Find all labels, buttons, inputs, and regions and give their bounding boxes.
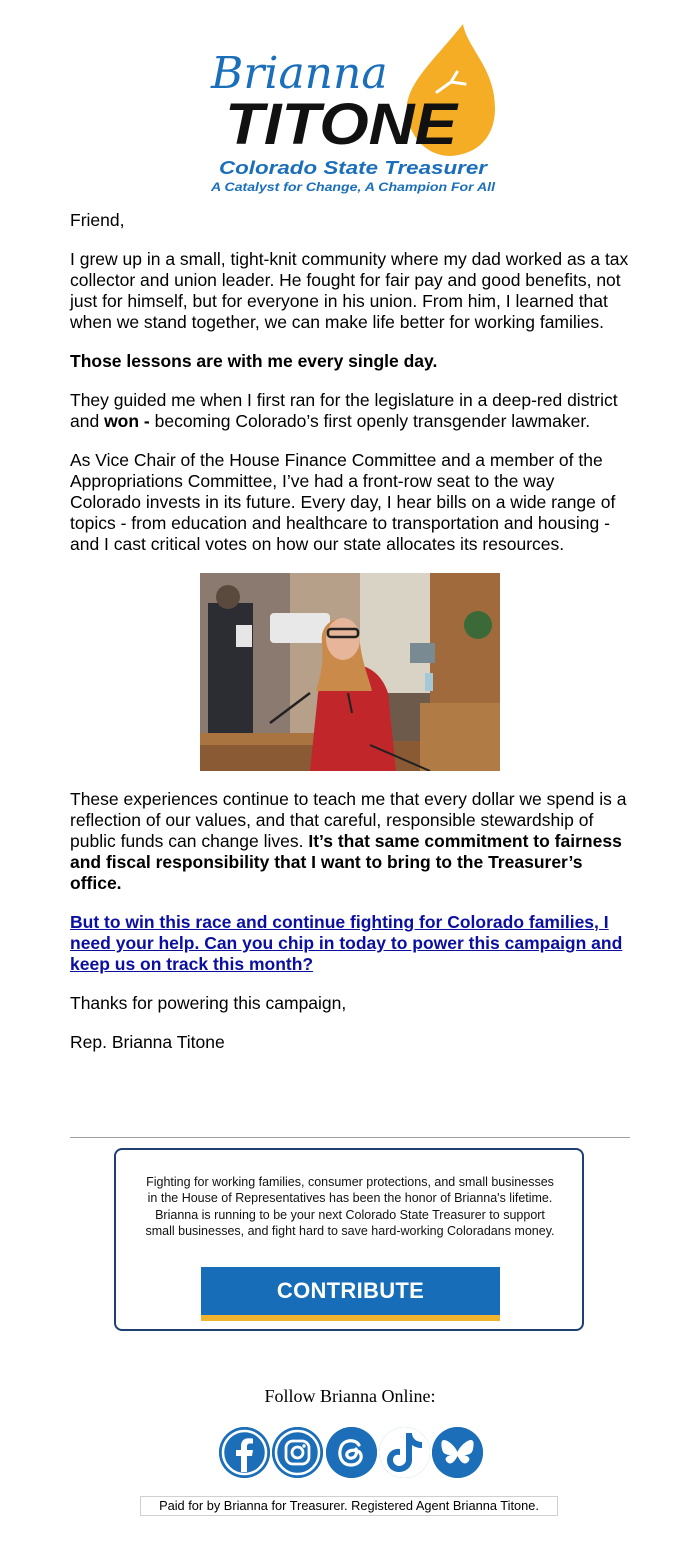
threads-link[interactable] (326, 1427, 377, 1478)
contribute-button[interactable]: CONTRIBUTE (201, 1267, 500, 1321)
greeting: Friend, (70, 210, 125, 230)
logo-first-name: Brianna (211, 48, 388, 99)
won-emphasis: won - (104, 411, 150, 431)
donate-link[interactable]: But to win this race and continue fighting for Colorado families, I need your help. Can you chip in today to power this campaign and keep us on track this month? (70, 912, 623, 974)
tiktok-link[interactable] (379, 1427, 430, 1478)
paragraph-legislature: They guided me when I first ran for the legislature in a deep-red district and won - becoming Colorado’s first openly transgender lawmaker. (70, 390, 618, 431)
campaign-logo (205, 20, 505, 200)
instagram-icon (272, 1427, 323, 1478)
signature: Rep. Brianna Titone (70, 1032, 225, 1052)
facebook-icon (219, 1427, 270, 1478)
thanks-line: Thanks for powering this campaign, (70, 993, 347, 1013)
paragraph-upbringing: I grew up in a small, tight-knit community where my dad worked as a tax collector and union leader. He fought for fair pay and good benefits, not just for himself, but for everyone in his union. From him, I learned that when we stand together, we can make life better for working families. (70, 249, 629, 332)
contribute-box-text: Fighting for working families, consumer protections, and small businesses in the House of Representatives has been the honor of Brianna's lifetime. Brianna is running to be your next Colorado State Treasurer to support small businesses, and fight hard to save hard-working Coloradans money. (145, 1175, 555, 1238)
bluesky-icon (432, 1427, 483, 1478)
paid-for-disclaimer: Paid for by Brianna for Treasurer. Registered Agent Brianna Titone. (140, 1496, 558, 1516)
instagram-link[interactable] (272, 1427, 323, 1478)
candidate-photo (200, 573, 500, 771)
divider (70, 1137, 630, 1138)
paragraph-lessons: Those lessons are with me every single day. (70, 351, 438, 371)
paragraph-finance-committee: As Vice Chair of the House Finance Committee and a member of the Appropriations Committee, I’ve had a front-row seat to the way Colorado invests in its future. Every day, I hear bills on a wide range of topics - from education and healthcare to transportation and housing - and I cast critical votes on how our state allocates its resources. (70, 450, 616, 554)
social-links (219, 1427, 483, 1481)
letter-body (70, 210, 630, 1071)
logo-office: Colorado State Treasurer (219, 158, 489, 178)
logo-last-name: TITONE (225, 92, 460, 157)
follow-label: Follow Brianna Online: (264, 1386, 436, 1406)
contribute-box (114, 1148, 584, 1331)
paragraph-commitment: These experiences continue to teach me that every dollar we spend is a reflection of our values, and that careful, responsible stewardship of public funds can change lives. It’s that same commitment to fairness and fiscal responsibility that I want to bring to the Treasurer’s office. (70, 789, 627, 893)
commitment-emphasis: It’s that same commitment to fairness and fiscal responsibility that I want to bring to the Treasurer’s office. (70, 831, 622, 893)
donate-paragraph (70, 912, 630, 975)
facebook-link[interactable] (219, 1427, 270, 1478)
threads-icon (326, 1427, 377, 1478)
tiktok-icon (379, 1427, 430, 1478)
bluesky-link[interactable] (432, 1427, 483, 1478)
logo-tagline: A Catalyst for Change, A Champion For All (209, 180, 496, 194)
